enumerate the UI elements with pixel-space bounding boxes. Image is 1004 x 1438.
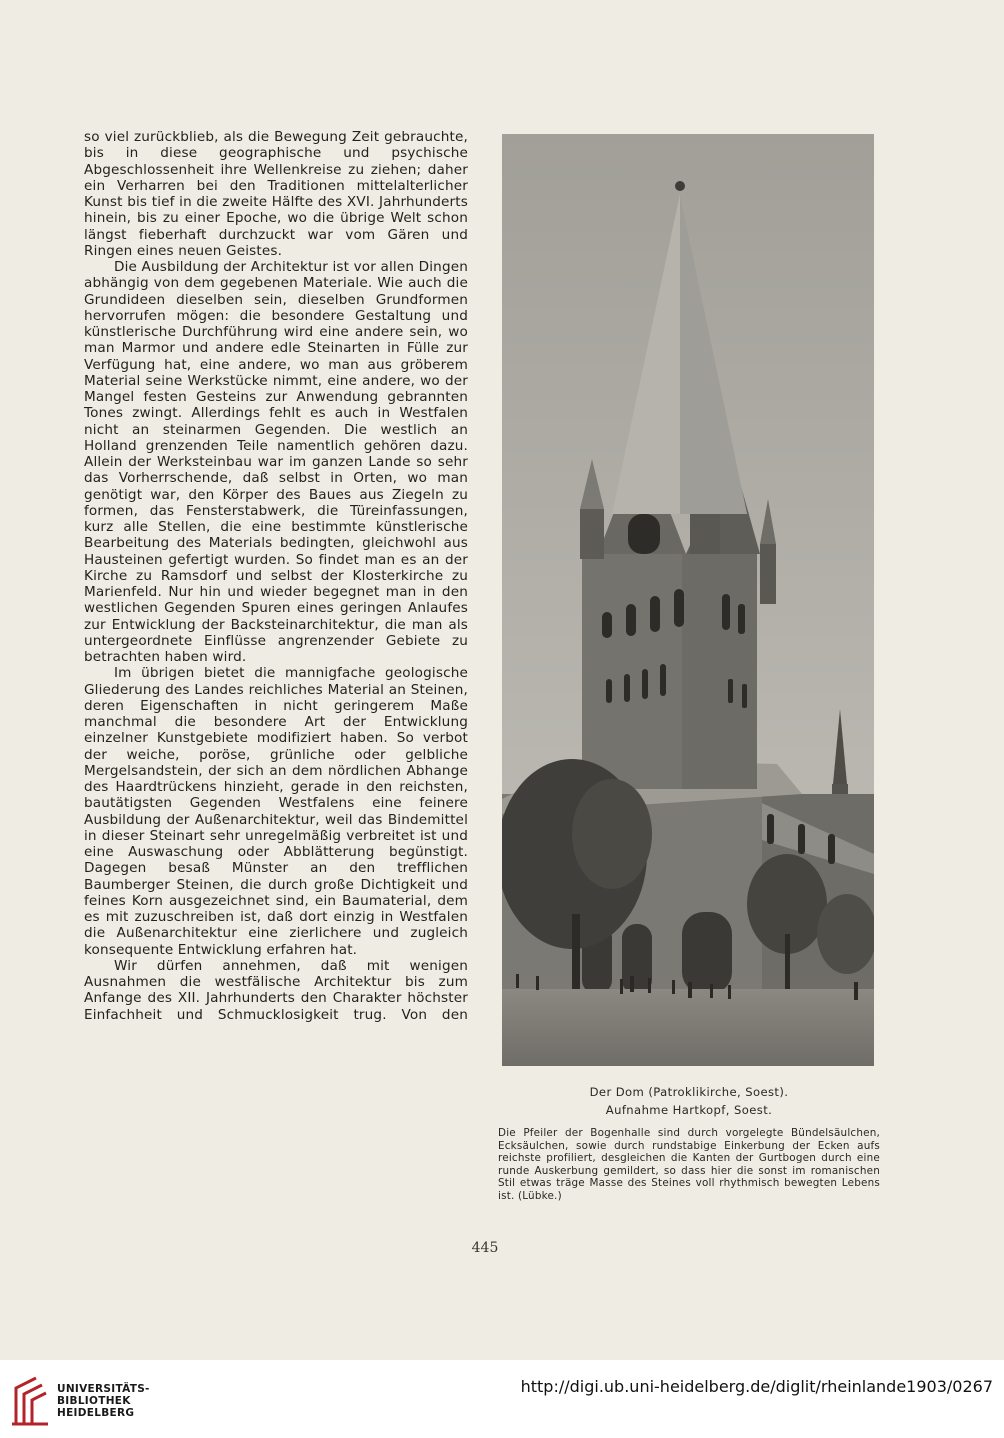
caption-credit: Aufnahme Hartkopf, Soest.	[605, 1103, 773, 1117]
cathedral-image	[502, 134, 874, 1066]
source-url-link[interactable]: http://digi.ub.uni-heidelberg.de/diglit/rheinlande1903/0267	[520, 1377, 993, 1396]
paragraph-4: Wir dürfen annehmen, daß mit wenigen Ausnahmen die westfälische Architektur bis zum Anfange des XII. Jahrhunderts den Charakter höchster Einfachheit und Schmucklosigkeit trug. Von den	[84, 957, 468, 1023]
caption-title: Der Dom (Patroklikirche, Soest).	[589, 1085, 789, 1099]
logo-line-3: HEIDELBERG	[57, 1407, 135, 1419]
page-number: 445	[471, 1240, 499, 1256]
body-text-column	[84, 129, 468, 1023]
figure-caption	[498, 1083, 880, 1203]
library-logo-icon	[10, 1374, 50, 1428]
logo-line-2: BIBLIOTHEK	[57, 1395, 131, 1407]
library-logo-text	[57, 1383, 150, 1419]
paragraph-3: Im übrigen bietet die mannigfache geologische Gliederung des Landes reichliches Material an Steinen, deren Eigenschaften in nicht geringerem Maße manchmal die besondere Art der Entwicklung einzelner Kunstgebiete modifiziert haben. So verbot der weiche, poröse, grünliche oder gelbliche Mergelsandstein, der sich an dem nördlichen Abhange des Haardtrückens hinzieht, gerade in den reichsten, bautätigsten Gegenden Westfalens eine feinere Ausbildung der Außenarchitektur, weil das Bindemittel in dieser Steinart sehr unregelmäßig verbreitet ist und eine Auswaschung oder Abblätterung begünstigt. Dagegen besaß Münster an den trefflichen Baumberger Steinen, die durch große Dichtigkeit und feines Korn ausgezeichnet sind, ein Baumaterial, dem es mit zuzuschreiben ist, daß dort einzig in Westfalen die Außenarchitektur eine zierlichere und zugleich konsequente Entwicklung erfahren hat.	[84, 665, 468, 958]
library-footer	[0, 1360, 1004, 1438]
paragraph-2: Die Ausbildung der Architektur ist vor allen Dingen abhängig von dem gegebenen Materiale. Wie auch die Grundideen dieselben sein, dieselben Grundformen hervorrufen mögen: die besondere Gestaltung und künstlerische Durchführung wird eine andere sein, wo man Marmor und andere edle Steinarten in Fülle zur Verfügung hat, eine andere, wo man aus gröberem Material seine Werkstücke nimmt, eine andere, wo der Mangel festen Gesteins zur Anwendung gebrannten Tones zwingt. Allerdings fehlt es auch in Westfalen nicht an steinarmen Gegenden. Die westlich an Holland grenzenden Teile namentlich gehören dazu. Allein der Werksteinbau war im ganzen Lande so sehr das Vorherrschende, daß selbst in Orten, wo man genötigt war, den Körper des Baues aus Ziegeln zu formen, das Fensterstabwerk, die Türeinfassungen, kurz alle Stellen, die eine bestimmte künstlerische Bearbeitung des Materials bedingten, gleichwohl aus Hausteinen gefertigt wurden. So findet man es an der Kirche zu Ramsdorf und selbst der Klosterkirche zu Marienfeld. Nur hin und wieder begegnet man in den westlichen Gegenden Spuren eines geringen Anlaufes zur Entwicklung der Backsteinarchitektur, die man als untergeordnete Einflüsse angrenzender Gebiete zu betrachten haben wird.	[84, 259, 468, 665]
caption-description: Die Pfeiler der Bogenhalle sind durch vorgelegte Bündelsäulchen, Ecksäulchen, sowie durch rundstabige Einkerbung der Ecken aufs reichste profiliert, desgleichen die Kanten der Gurtbogen durch eine runde Auskerbung gemildert, so dass hier die sonst im romanischen Stil etwas träge Masse des Steines voll rhythmisch bewegten Lebens ist. (Lübke.)	[498, 1127, 880, 1202]
cathedral-photograph	[502, 134, 874, 1066]
paragraph-1: so viel zurückblieb, als die Bewegung Zeit gebrauchte, bis in diese geographische und psychische Abgeschlossenheit ihre Wellenkreise zu ziehen; daher ein Verharren bei den Traditionen mittelalterlicher Kunst bis tief in die zweite Hälfte des XVI. Jahrhunderts hinein, bis zu einer Epoche, wo die übrige Welt schon längst fieberhaft durchzuckt war vom Gären und Ringen eines neuen Geistes.	[84, 129, 468, 259]
logo-line-1: UNIVERSITÄTS-	[57, 1383, 150, 1395]
